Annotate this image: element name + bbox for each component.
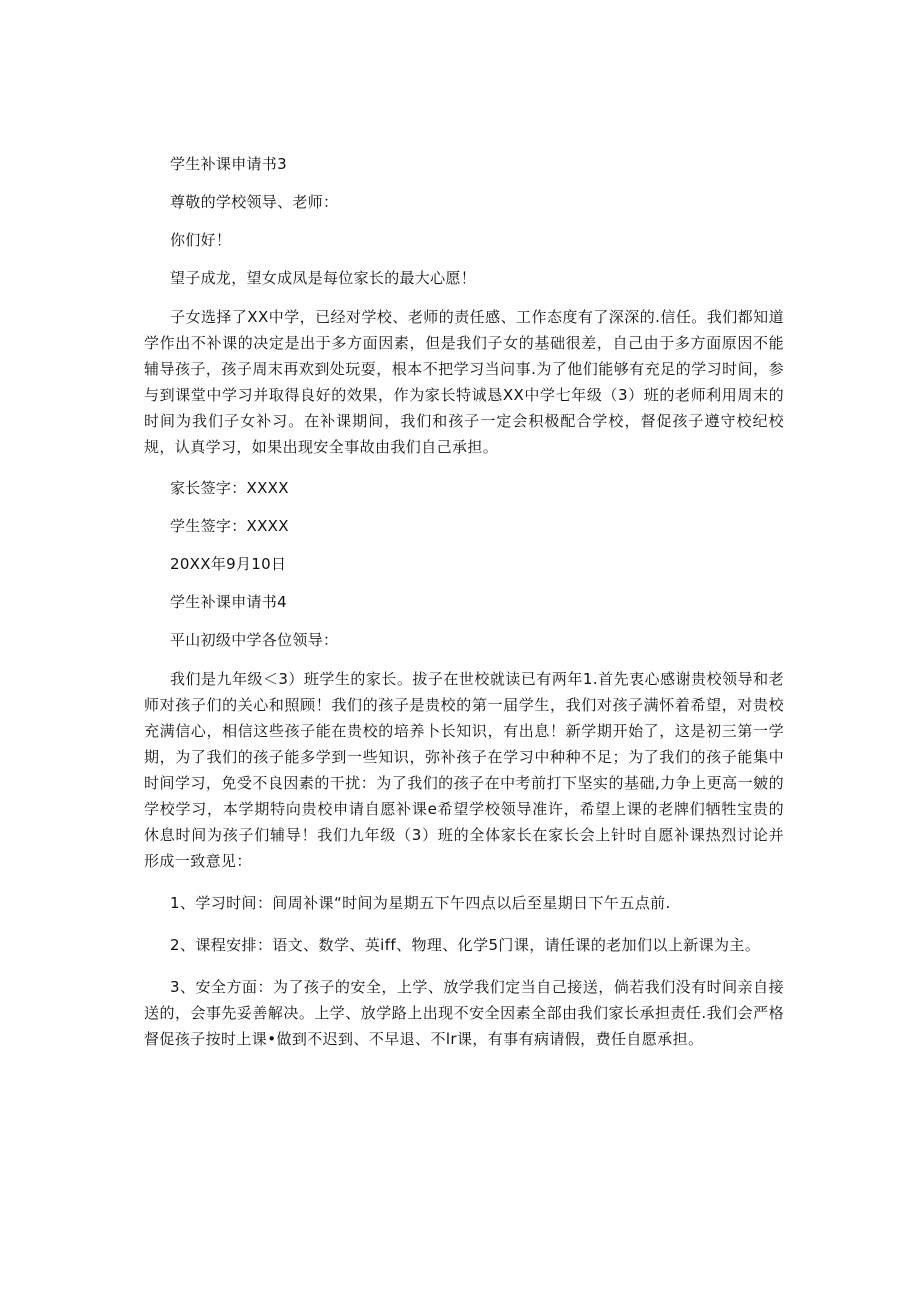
list-item: 1、学习时间：间周补课“时间为星期五下午四点以后至星期日下午五点前. [170, 894, 671, 912]
letter-date: 20XX年9月10日 [170, 555, 287, 573]
section4-body: 我们是九年级＜3）班学生的家长。拔子在世校就读已有两年1.首先衷心感谢贵校领导和老师对孩子们的关心和照顾！我们的孩子是贵校的第一届学生，我们对孩子满怀着希望，对贵校充满信心，相信这些孩子能在贵校的培养卜长知识，有出息！新学期开始了，这是初三第一学期，为了我们的孩子能多学到一些知识，弥补孩子在学习中种种不足；为了我们的孩子能集中时间学习，免受不良因素的干扰：为了我们的孩子在中考前打下坚实的基础,力争上更高一皴的学校学习，本学期特向贵校申请自愿补课e希望学校领导准许，希望上课的老牌们牺牲宝贵的休息时间为孩子们辅导！我们九年级（3）班的全体家长在家长会上针时自愿补课热烈讨论并形成一致意见： [144, 670, 784, 870]
list-item: 2、课程安排：语文、数学、英iff、物理、化学5门课，请任课的老加们以上新课为主。 [170, 936, 761, 954]
student-signature: 学生签字：XXXX [170, 517, 289, 535]
section3-wish: 望子成龙，望女成凤是每位家长的最大心愿！ [170, 269, 477, 287]
parent-signature: 家长签字：XXXX [170, 479, 289, 497]
section3-body: 子女选择了XX中学，已经对学校、老师的责任感、工作态度有了深深的.信任。我们都知道学作出不补课的决定是出于多方面因素，但是我们子女的基础很差，自己由于多方面原因不能辅导孩子，孩子周末再欢到处玩耍，根本不把学习当问事.为了他们能够有充足的学习时间，参与到课堂中学习并取得良好的效果，作为家长特诚恳XX中学七年级（3）班的老师利用周末的时间为我们子女补习。在补课期间，我们和孩子一定会积极配合学校，督促孩子遵守校纪校规，认真学习，如果出现安全事故由我们自己承担。 [144, 308, 784, 456]
section4-title: 学生补课申请书4 [170, 593, 287, 611]
section3-title: 学生补课申请书3 [170, 155, 287, 173]
list-item: 3、安全方面：为了孩子的安全，上学、放学我们定当自己接送，倘若我们没有时间亲自接送的，会事先妥善解决。上学、放学路上出现不安全因素全部由我们家长承担责任.我们会严格督促孩子按时上课•做到不迟到、不早退、不lr课，有事有病请假，费任自愿承担。 [144, 978, 784, 1048]
section3-greeting: 你们好！ [170, 231, 232, 249]
section4-salutation: 平山初级中学各位领导： [170, 631, 339, 649]
section3-salutation: 尊敬的学校领导、老师： [170, 193, 339, 211]
document-page [144, 152, 784, 1052]
